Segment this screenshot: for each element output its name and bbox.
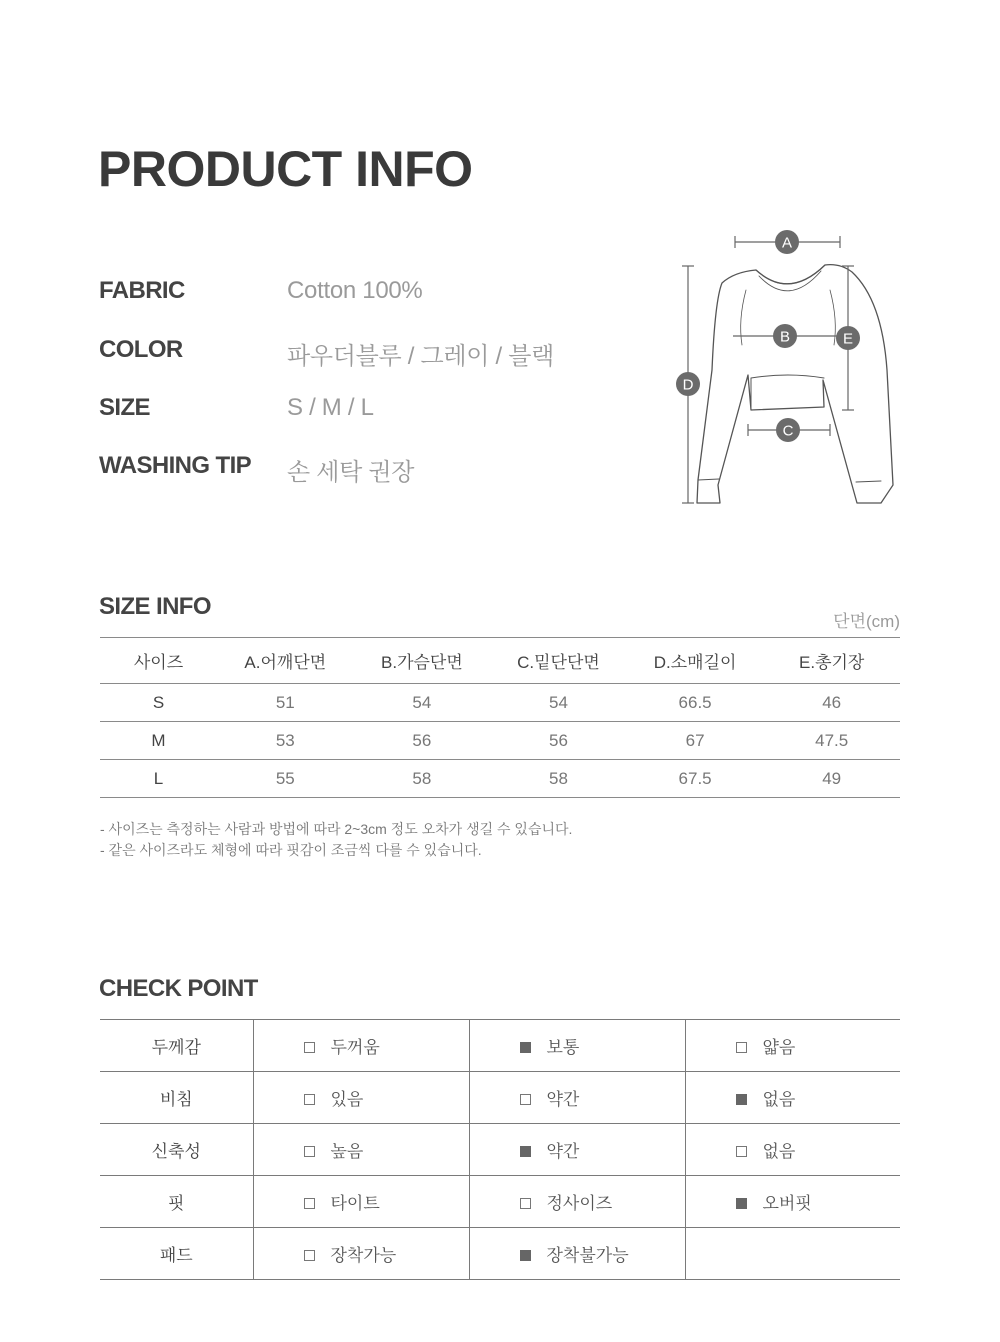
checkbox-filled-icon (736, 1094, 747, 1105)
size-name-cell: L (100, 760, 217, 798)
check-option (253, 1228, 469, 1280)
option-label: 정사이즈 (546, 1194, 613, 1213)
unit-label: 단면(cm) (833, 612, 900, 631)
spec-label: SIZE (99, 394, 150, 421)
check-row-fit (100, 1176, 900, 1228)
check-point-title: CHECK POINT (99, 975, 258, 1002)
size-note: - 사이즈는 측정하는 사람과 방법에 따라 2~3cm 정도 오차가 생길 수 있습니다. (100, 821, 573, 837)
empty-cell (685, 1228, 900, 1280)
table-cell: 67.5 (627, 760, 764, 798)
checkbox-filled-icon (520, 1146, 531, 1157)
check-row-label: 패드 (100, 1228, 253, 1280)
check-row-label: 핏 (100, 1176, 253, 1228)
checkbox-empty-icon (304, 1094, 315, 1105)
checkbox-empty-icon (304, 1250, 315, 1261)
marker-c (776, 418, 800, 442)
header-cell: B.가슴단면 (354, 638, 491, 684)
svg-text:B: B (779, 328, 791, 346)
check-option (469, 1072, 685, 1124)
marker-a (775, 230, 799, 254)
spec-row-washing-tip (99, 452, 619, 486)
svg-text:D: D (682, 376, 694, 394)
table-cell: 58 (354, 760, 491, 798)
table-cell: 56 (490, 722, 627, 760)
table-cell: 66.5 (627, 684, 764, 722)
table-cell: 46 (763, 684, 900, 722)
check-row-label: 신축성 (100, 1124, 253, 1176)
marker-d (676, 372, 700, 396)
checkbox-empty-icon (304, 1146, 315, 1157)
checkbox-empty-icon (736, 1042, 747, 1053)
option-label: 타이트 (330, 1194, 380, 1213)
marker-b (773, 324, 797, 348)
header-cell: E.총기장 (763, 638, 900, 684)
option-label: 약간 (546, 1142, 580, 1161)
size-notes (100, 819, 572, 861)
check-option (253, 1072, 469, 1124)
check-option (469, 1176, 685, 1228)
checkbox-filled-icon (520, 1250, 531, 1261)
checkbox-empty-icon (736, 1146, 747, 1157)
spec-label: FABRIC (99, 277, 185, 304)
spec-value: 파우더블루 / 그레이 / 블랙 (287, 343, 555, 370)
checkbox-filled-icon (520, 1042, 531, 1053)
check-option (685, 1124, 900, 1176)
table-row (100, 722, 900, 760)
spec-value: Cotton 100% (287, 277, 423, 304)
size-note: - 같은 사이즈라도 체형에 따라 핏감이 조금씩 다를 수 있습니다. (100, 842, 482, 858)
spec-label: COLOR (99, 336, 183, 363)
check-option (253, 1176, 469, 1228)
checkbox-empty-icon (520, 1198, 531, 1209)
option-label: 두꺼움 (330, 1038, 380, 1057)
spec-value: S / M / L (287, 394, 374, 421)
spec-row-size (99, 394, 619, 428)
table-cell: 67 (627, 722, 764, 760)
svg-text:A: A (781, 234, 793, 252)
table-cell: 58 (490, 760, 627, 798)
check-row-label: 두께감 (100, 1020, 253, 1072)
checkbox-filled-icon (736, 1198, 747, 1209)
spec-row-color (99, 336, 619, 370)
table-cell: 53 (217, 722, 354, 760)
option-label: 장착가능 (330, 1246, 397, 1265)
header-cell: C.밑단단면 (490, 638, 627, 684)
check-row-sheerness (100, 1072, 900, 1124)
svg-text:E: E (842, 330, 854, 348)
table-cell: 55 (217, 760, 354, 798)
check-row-thickness (100, 1020, 900, 1072)
size-name-cell: M (100, 722, 217, 760)
checkbox-empty-icon (304, 1198, 315, 1209)
check-option (469, 1020, 685, 1072)
table-cell: 51 (217, 684, 354, 722)
header-cell: A.어깨단면 (217, 638, 354, 684)
check-option (469, 1228, 685, 1280)
spec-label: WASHING TIP (99, 452, 252, 479)
check-option (685, 1176, 900, 1228)
check-row-label: 비침 (100, 1072, 253, 1124)
header-cell: D.소매길이 (627, 638, 764, 684)
option-label: 약간 (546, 1090, 580, 1109)
option-label: 장착불가능 (546, 1246, 629, 1265)
table-cell: 56 (354, 722, 491, 760)
table-cell: 49 (763, 760, 900, 798)
size-name-cell: S (100, 684, 217, 722)
option-label: 오버핏 (762, 1194, 812, 1213)
marker-e (836, 326, 860, 350)
check-option (685, 1072, 900, 1124)
table-row (100, 760, 900, 798)
option-label: 얇음 (762, 1038, 796, 1057)
check-option (469, 1124, 685, 1176)
size-table-header (100, 638, 900, 684)
table-cell: 54 (354, 684, 491, 722)
checkbox-empty-icon (520, 1094, 531, 1105)
check-row-pad (100, 1228, 900, 1280)
table-cell: 54 (490, 684, 627, 722)
check-option (253, 1020, 469, 1072)
table-row (100, 684, 900, 722)
page-title: PRODUCT INFO (98, 141, 473, 197)
size-info-title: SIZE INFO (99, 593, 211, 620)
header-cell: 사이즈 (100, 638, 217, 684)
option-label: 없음 (762, 1142, 796, 1161)
table-cell: 47.5 (763, 722, 900, 760)
checkbox-empty-icon (304, 1042, 315, 1053)
check-option (253, 1124, 469, 1176)
option-label: 보통 (546, 1038, 580, 1057)
spec-row-fabric (99, 277, 619, 311)
svg-text:C: C (782, 422, 794, 440)
garment-outline (697, 265, 893, 503)
garment-measurement-diagram (670, 225, 910, 525)
option-label: 있음 (330, 1090, 364, 1109)
size-table (100, 637, 900, 798)
check-row-stretch (100, 1124, 900, 1176)
check-option (685, 1020, 900, 1072)
spec-value: 손 세탁 권장 (287, 459, 415, 486)
check-point-table (100, 1019, 900, 1280)
option-label: 없음 (762, 1090, 796, 1109)
option-label: 높음 (330, 1142, 364, 1161)
